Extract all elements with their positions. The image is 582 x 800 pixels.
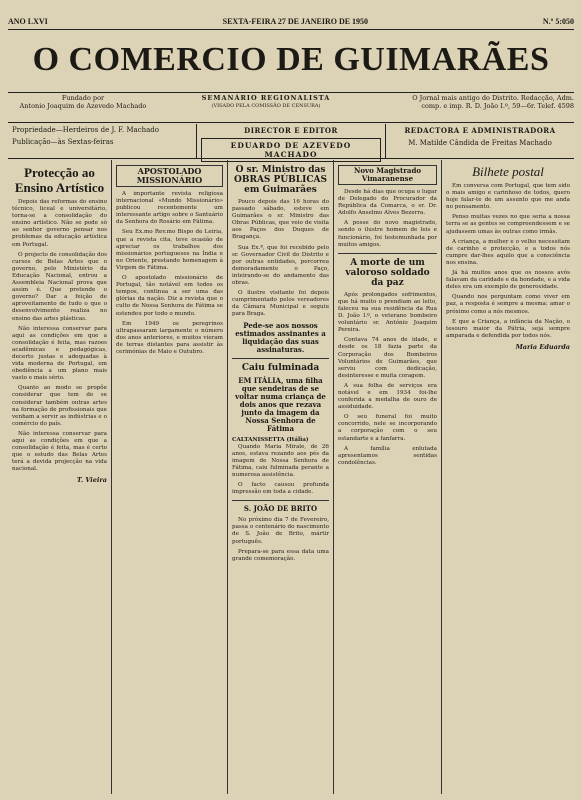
notice-box: Pede-se aos nossos estimados assinantes a liquidação das suas assinaturas.	[235, 320, 326, 354]
article-paragraph: Não interessa conservar para aqui as condições em que a consolidação é feita, mas é certo que o estudo das Belas Artes terá a devida projecção na vida nacional.	[12, 430, 107, 473]
article-signature: T. Vieira	[76, 476, 107, 485]
subheader	[8, 94, 574, 120]
article-title: APOSTOLADO MISSIONÁRIO	[116, 165, 223, 187]
issue-date: SEXTA-FEIRA 27 DE JANEIRO DE 1950	[222, 16, 369, 26]
volume-label: ANO LXVI	[8, 16, 48, 26]
article-paragraph: E que a Criança, a infância da Nação, o tesouro maior da Pátria, seja sempre amparada e defendida por todos nós.	[446, 318, 570, 339]
article-paragraph: A importante revista religiosa internacional «Mundo Missionário» publicou recentemente um interessante artigo sobre o Santuário da Senhora do Rosário em Fátima.	[116, 191, 223, 226]
divider	[8, 158, 574, 159]
column-5	[442, 160, 574, 794]
article-paragraph: O apostolado missionário de Portugal, tão notável em todos os tempos, continua a ser uma das glórias da nação. Diz a revista que o culto de Nossa Senhora de Fátima se estendeu por todo o mundo.	[116, 275, 223, 317]
article-paragraph: O ilustre visitante foi depois cumprimentado pelos vereadores da Câmara Municipal e seguiu para Braga.	[232, 290, 329, 318]
article-title: Novo Magistrado Vimaranense	[338, 165, 437, 185]
date-bar	[8, 14, 574, 28]
article-paragraph: Sua Ex.ª, que foi recebido pelo sr. Governador Civil do Distrito e por outras entidades, percorreu demoradamente o Paço, inteirando-se do andamento das obras.	[232, 244, 329, 287]
article-signature: Maria Eduarda	[515, 342, 570, 351]
column-2	[112, 160, 228, 794]
article-paragraph: O projecto de consolidação dos cursos de Belas Artes que o governo, pelo Ministério da Educação Nacional, entrou a Assembleia Nacional prova que assim é. Que pretende o governo? Dar a feição de aproveitamento de tudo o que o desenvolvimento realiza no ensino das artes plásticas.	[12, 251, 107, 322]
article-paragraph: Quanto ao modo se propõe considerar que tem de se considerar também outras artes na formação de profissionais que venham a servir as indústrias e o comércio do país.	[12, 385, 107, 427]
article-title: A morte de um valoroso soldado da paz	[345, 257, 430, 288]
article-paragraph: Seu Ex.mo Rev.mo Bispo de Leiria, que a revista cita, teve ocasião de apreciar os trabalhos dos missionários portugueses na Índia e no Oriente, prestando homenagem à Virgem de Fátima.	[116, 229, 223, 271]
article-paragraph: Desde há dias que ocupa o lugar de Delegado do Procurador da República da Comarca, o sr. Dr. Adolfo Anselmo Alves Bezerra.	[338, 189, 437, 217]
article-paragraph: A criança, a mulher e o velho necessitam de carinho e protecção, e a todos nós cumpre dar-lhes aquilo que a consciência nos ensina.	[446, 238, 570, 266]
article-paragraph: Não interessa conservar para aqui as condições em que a consolidação é feita, mas razoes acadêmicas e pedagógicas, decerto justas e adequadas à vida moderna de Portugal, em obediência a um plano mais vasto e mais sério.	[12, 325, 107, 382]
divider	[8, 92, 574, 93]
article-paragraph: Em conversa com Portugal, que tem sido o mais amigo e carinhoso de todos, quero hoje falar-te de um assunto que me anda no pensamento.	[446, 183, 570, 211]
director-name: EDUARDO DE AZEVEDO MACHADO	[201, 138, 381, 162]
article-paragraph: Quando nos perguntam como viver em paz, a resposta é sempre a mesma: amar o próximo como a nós mesmos.	[446, 294, 570, 315]
divider	[8, 122, 574, 123]
weekly-label: SEMANÁRIO REGIONALISTA	[201, 94, 331, 102]
column-3	[228, 160, 334, 794]
article-title: Caiu fulminada	[241, 362, 320, 373]
divider	[232, 358, 329, 359]
article-paragraph: O facto causou profunda impressão em toda a cidade.	[232, 482, 329, 496]
article-paragraph: Já há muitos anos que os nossos avós falavam da caridade e da bondade, e a vida deles era um exemplo de generosidade.	[446, 270, 570, 291]
divider	[232, 500, 329, 501]
article-paragraph: No próximo dia 7 de Fevereiro, passa o centenário do nascimento de S. João de Brito, mártir português.	[232, 517, 329, 545]
article-columns	[8, 160, 574, 794]
article-title: S. JOÃO DE BRITO	[243, 504, 318, 514]
article-paragraph: Prepara-se para essa data uma grande comemoração.	[232, 548, 329, 562]
redaccao-name: M. Matilde Cândida de Freitas Machado	[408, 139, 552, 147]
article-paragraph: Quando Maria Mirale, de 26 anos, estava rezando aos pés da imagem de Nossa Senhora de Fátima, caiu fulminada perante a numerosa assistência.	[232, 443, 329, 478]
article-paragraph: Pouco depois das 16 horas do passado sábado, esteve em Guimarães o sr. Ministro das Obras Públicas, que veio de visita aos Paços dos Duques de Bragança.	[232, 199, 329, 241]
publication-line: Publicação—às Sextas-feiras	[12, 138, 114, 146]
article-paragraph: Em 1949 os peregrinos ultrapassaram largamente o número dos anos anteriores, e muitos vieram de terras distantes para assistir às cerimónias de Maio e Outubro.	[116, 320, 223, 355]
masthead-title: O COMERCIO DE GUIMARÃES	[32, 41, 550, 78]
article-paragraph: O seu funeral foi muito concorrido, nele se incorporando a corporação com o seu estandarte e a fanfarra.	[338, 414, 437, 442]
article-subtitle: EM ITÁLIA, uma filha que sendeiras de se voltar numa criança de dois anos que rezava junto da imagem da Nossa Senhora de Fátima	[235, 375, 326, 433]
article-paragraph: A posse do novo magistrado, sendo o ilustre homem de leis e funcionário, foi testemunhada por muitos amigos.	[338, 220, 437, 248]
article-paragraph: Depois das reformas do ensino técnico, liceal e universitário, torna-se a consolidação do ensino artístico. Não se pode sò ao senhor governo pensar nos problemas da educação artística em Portugal.	[12, 199, 107, 248]
director-label: DIRECTOR E EDITOR	[244, 126, 338, 135]
address-note: O Jornal mais antigo do Distrito. Redacção, Adm. comp. e imp. R. D. João I.º, 59—6r. Telef. 4598	[412, 94, 574, 110]
article-paragraph: A família enlutada apresentamos sentidas condolências.	[338, 445, 437, 466]
column-4	[334, 160, 442, 794]
article-paragraph: Penso muitas vezes no que seria a nossa terra se as gentes se compreendessem e se ajudassem umas às outras como irmãs.	[446, 214, 570, 235]
issue-number: N.º 5:050	[542, 16, 574, 26]
column-1	[8, 160, 112, 794]
article-title: O sr. Ministro das OBRAS PÚBLICAS em Guimarães	[234, 165, 327, 195]
owner-line: Propriedade—Herdeiros de J. F. Machado	[12, 126, 160, 134]
article-paragraph: Contava 74 anos de idade, e desde os 18 fazia parte da Corporação dos Bombeiros Voluntários de Guimarães, que serviu com dedicação, desinteresse e muita coragem.	[338, 337, 437, 379]
founder-note: Fundado por Antonio Joaquim de Azevedo Machado	[19, 94, 147, 110]
article-title: Bilhete postal	[472, 164, 544, 179]
info-strip	[8, 124, 574, 158]
divider	[338, 253, 437, 254]
article-paragraph: Após prolongados sofrimentos, que há muito o prendiam ao leito, faleceu na sua residência da Rua D. João I.º, o veterano bombeiro voluntário sr. António Joaquim Pereira.	[338, 291, 437, 334]
censorship-note: (VISADO PELA COMISSÃO DE CENSURA)	[211, 103, 321, 109]
article-paragraph: A sua folha de serviços era notável e em 1934 foi-lhe conferida a medalha de ouro de assiduidade.	[338, 382, 437, 411]
article-title: Protecção ao Ensino Artístico	[14, 165, 105, 195]
redaccao-label: REDACTORA E ADMINISTRADORA	[404, 126, 556, 135]
dateline: CALTANISSETTA (Itália)	[232, 436, 309, 443]
